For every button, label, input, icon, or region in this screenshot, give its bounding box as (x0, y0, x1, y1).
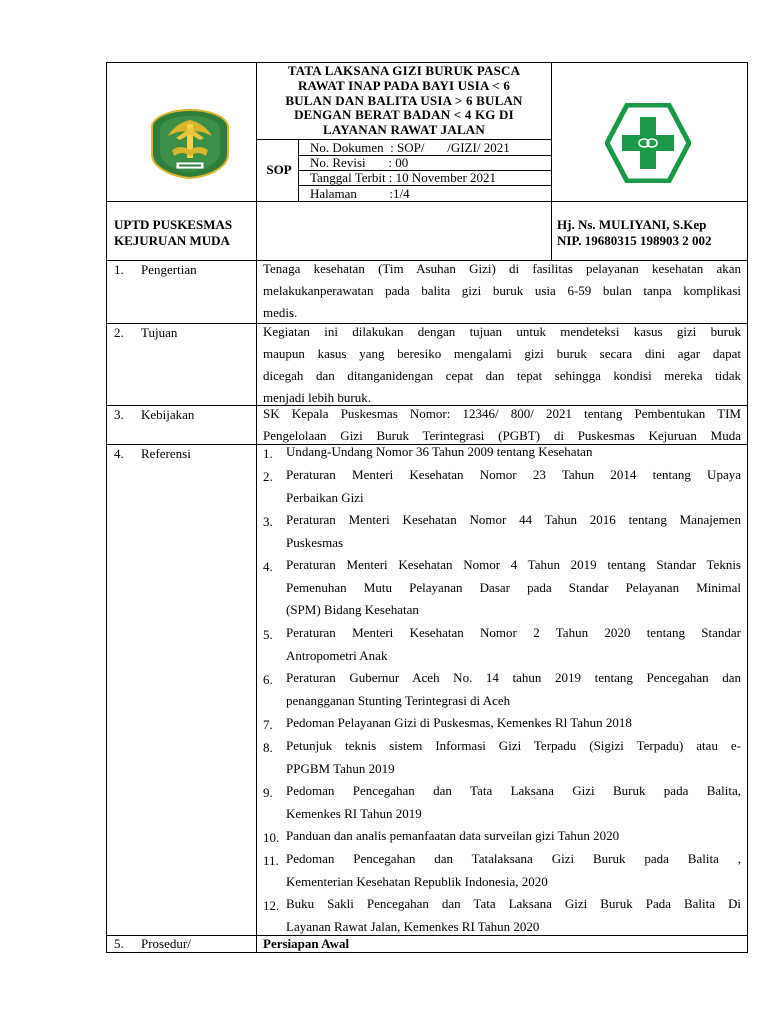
ref-line: Perbaikan Gizi (286, 489, 364, 505)
sop-title (258, 64, 550, 138)
ref-line: Peraturan Menteri Kesehatan Nomor 4 Tahun 2019 tentang Standar Teknis (286, 557, 741, 572)
ref-line: Puskesmas (286, 534, 344, 550)
section-label-referensi: Referensi (141, 446, 191, 461)
ref-line: Peraturan Menteri Kesehatan Nomor 44 Tahun 2016 tentang Manajemen (286, 512, 741, 527)
section-number: 4. (114, 446, 124, 461)
ref-line: Buku Sakli Pencegahan dan Tata Laksana Gizi Buruk Pada Balita Di (286, 896, 741, 911)
list-item-number: 10. (263, 830, 280, 845)
text-line: Kegiatan ini dilakukan dengan tujuan untuk mendeteksi kasus gizi buruk (263, 324, 741, 339)
ref-line: Peraturan Menteri Kesehatan Nomor 2 Tahun 2020 tentang Standar (286, 625, 741, 640)
list-item (286, 509, 741, 554)
section-label-tujuan: Tujuan (141, 325, 178, 340)
sop-label: SOP (266, 162, 292, 177)
list-item-number: 1. (263, 446, 273, 461)
section-number: 5. (114, 936, 124, 951)
text-line: Tenaga kesehatan (Tim Asuhan Gizi) di fasilitas pelayanan kesehatan akan (263, 261, 741, 276)
list-item (286, 622, 741, 667)
prosedur-heading: Persiapan Awal (263, 936, 350, 951)
text-line: medis. (263, 305, 298, 320)
section-number: 2. (114, 325, 124, 340)
list-item (286, 780, 741, 825)
list-item-number: 6. (263, 672, 273, 687)
section-number: 3. (114, 407, 124, 422)
list-item-number: 8. (263, 740, 273, 755)
ref-line: Peraturan Menteri Kesehatan Nomor 23 Tahun 2014 tentang Upaya (286, 467, 741, 482)
list-item-number: 3. (263, 514, 273, 529)
list-item (286, 554, 741, 622)
text-line: dicegah dan ditanganidengan cepat dan tepat sehingga kondisi mereka tidak (263, 368, 741, 383)
text-line: menjadi lebih buruk. (263, 390, 371, 405)
ref-line: Panduan dan analis pemanfaatan data surveilan gizi Tahun 2020 (286, 828, 620, 843)
org-line: UPTD PUSKESMAS (114, 217, 233, 232)
no-dokumen: No. Dokumen : SOP/ /GIZI/ 2021 (310, 140, 510, 155)
ref-line: Pedoman Pelayanan Gizi di Puskesmas, Kemenkes Rl Tahun 2018 (286, 715, 632, 730)
section-label-prosedur: Prosedur/ (141, 936, 191, 951)
ref-line: Petunjuk teknis sistem Informasi Gizi Terpadu (Sigizi Terpadu) atau e- (286, 738, 741, 753)
pengertian-text (263, 258, 741, 324)
no-revisi: No. Revisi : 00 (310, 155, 409, 170)
ref-line: Kemenkes RI Tahun 2019 (286, 805, 422, 821)
title-line: TATA LAKSANA GIZI BURUK PASCA (287, 63, 521, 78)
list-item (286, 893, 741, 938)
list-item-number: 7. (263, 717, 273, 732)
ref-line: Kementerian Kesehatan Republik Indonesia, 2020 (286, 873, 548, 889)
list-item (286, 464, 741, 509)
ref-line: (SPM) Bidang Kesehatan (286, 602, 419, 617)
section-label-kebijakan: Kebijakan (141, 407, 195, 422)
title-line: RAWAT INAP PADA BAYI USIA < 6 (297, 77, 511, 93)
list-item (286, 712, 741, 735)
aceh-emblem-logo (148, 108, 232, 180)
list-item-number: 5. (263, 627, 273, 642)
text-line: Pengelolaan Gizi Buruk Terintegrasi (PGBT) di Puskesmas Kejuruan Muda (263, 428, 741, 443)
ref-line: Pemenuhan Mutu Pelayanan Dasar pada Standar Pelayanan Minimal (286, 579, 741, 595)
list-item (286, 848, 741, 893)
list-item-number: 2. (263, 469, 273, 484)
text-line: melakukanperawatan pada balita gizi buruk usia 6-59 bulan tanpa komplikasi (263, 283, 741, 298)
section-number: 1. (114, 262, 124, 277)
signatory (557, 217, 711, 249)
list-item (286, 735, 741, 780)
ref-line: Undang-Undang Nomor 36 Tahun 2009 tentang Kesehatan (286, 444, 593, 459)
list-item-number: 11. (263, 853, 279, 868)
ref-line: Layanan Rawat Jalan, Kemenkes RI Tahun 2020 (286, 918, 540, 934)
ref-line: Pedoman Pencegahan dan Tata Laksana Gizi Buruk pada Balita, (286, 783, 741, 798)
ref-line: Peraturan Gubernur Aceh No. 14 tahun 2019 tentang Pencegahan dan (286, 670, 741, 685)
org-line: KEJURUAN MUDA (114, 233, 230, 248)
list-item-number: 9. (263, 785, 273, 800)
halaman: Halaman :1/4 (310, 186, 410, 201)
title-line: DENGAN BERAT BADAN < 4 KG DI (294, 107, 514, 123)
ref-line: Pedoman Pencegahan dan Tatalaksana Gizi Buruk pada Balita , (286, 851, 741, 866)
tanggal-terbit: Tanggal Terbit : 10 November 2021 (310, 170, 497, 185)
list-item (286, 825, 741, 848)
tujuan-text (263, 321, 741, 409)
signatory-name: Hj. Ns. MULIYANI, S.Kep (557, 217, 707, 232)
puskesmas-logo (605, 103, 691, 183)
list-item-number: 12. (263, 898, 280, 913)
text-line: maupun kasus yang beresiko mengalami gizi buruk secara dini agar dapat (263, 346, 741, 361)
ref-line: Antropometri Anak (286, 647, 388, 663)
section-label-pengertian: Pengertian (141, 262, 197, 277)
organization-name (114, 217, 232, 249)
ref-line: penangganan Stunting Terintegrasi di Aceh (286, 692, 511, 708)
signatory-nip: NIP. 19680315 198903 2 002 (557, 233, 712, 248)
ref-line: PPGBM Tahun 2019 (286, 760, 395, 776)
list-item-number: 4. (263, 559, 273, 574)
title-line: BULAN DAN BALITA USIA > 6 BULAN (285, 92, 523, 108)
list-item (286, 441, 741, 464)
title-line: LAYANAN RAWAT JALAN (322, 122, 485, 138)
text-line: SK Kepala Puskesmas Nomor: 12346/ 800/ 2021 tentang Pembentukan TIM (263, 406, 741, 421)
list-item (286, 667, 741, 712)
